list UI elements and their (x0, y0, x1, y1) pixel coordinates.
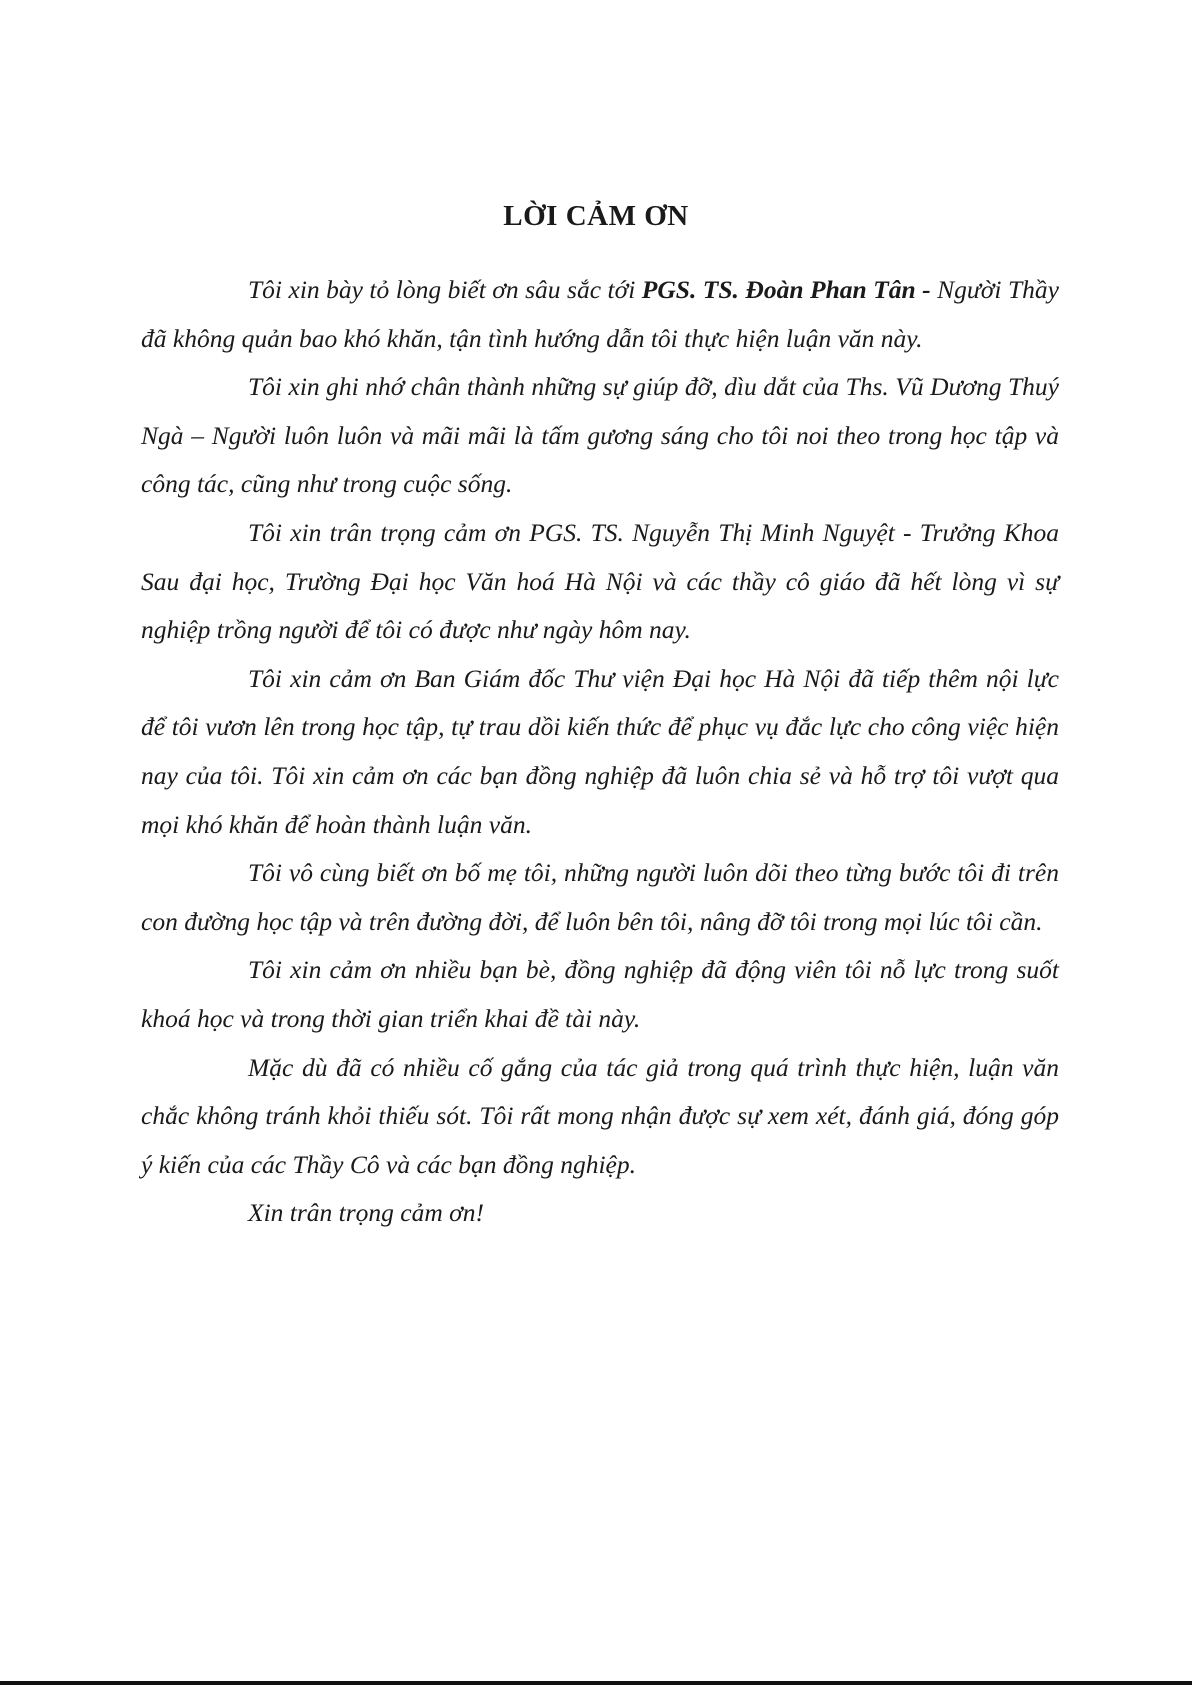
advisor-name: PGS. TS. Đoàn Phan Tân (641, 275, 916, 304)
closing-line: Xin trân trọng cảm ơn! (248, 1198, 485, 1228)
page-title: LỜI CẢM ƠN (503, 200, 689, 232)
paragraph-4: Tôi xin cảm ơn Ban Giám đốc Thư viện Đại học Hà Nội đã tiếp thêm nội lực để tôi vươn lên trong học tập, tự trau dồi kiến thức để phục vụ đắc lực cho công việc hiện nay của tôi. Tôi xin cảm ơn các bạn đồng nghiệp đã luôn chia sẻ và hỗ trợ tôi vượt qua mọi khó khăn để hoàn thành luận văn. (141, 663, 1059, 839)
paragraph-2: Tôi xin ghi nhớ chân thành những sự giúp đỡ, dìu dắt của Ths. Vũ Dương Thuý Ngà – Người luôn luôn và mãi mãi là tấm gương sáng cho tôi noi theo trong học tập và công tác, cũng như trong cuộc sống. (141, 372, 1059, 499)
paragraph-3: Tôi xin trân trọng cảm ơn PGS. TS. Nguyễn Thị Minh Nguyệt - Trưởng Khoa Sau đại học, Trường Đại học Văn hoá Hà Nội và các thầy cô giáo đã hết lòng vì sự nghiệp trồng người để tôi có được như ngày hôm nay. (141, 517, 1059, 645)
advisor-dash: - (915, 275, 931, 304)
paragraph-1-tail: Người Thầy đã không quản bao khó khăn, tận tình hướng dẫn tôi thực hiện luận văn này. (141, 275, 1059, 353)
paragraph-1 (141, 266, 1059, 363)
acknowledgement-body (141, 266, 1059, 1238)
paragraph-6: Tôi xin cảm ơn nhiều bạn bè, đồng nghiệp đã động viên tôi nỗ lực trong suốt khoá học và trong thời gian triển khai đề tài này. (141, 955, 1059, 1033)
page-bottom-edge (0, 1681, 1192, 1685)
paragraph-1-lead: Tôi xin bày tỏ lòng biết ơn sâu sắc tới (248, 275, 642, 304)
paragraph-5: Tôi vô cùng biết ơn bố mẹ tôi, những người luôn dõi theo từng bước tôi đi trên con đường học tập và trên đường đời, để luôn bên tôi, nâng đỡ tôi trong mọi lúc tôi cần. (141, 858, 1059, 936)
paragraph-7: Mặc dù đã có nhiều cố gắng của tác giả trong quá trình thực hiện, luận văn chắc không tránh khỏi thiếu sót. Tôi rất mong nhận được sự xem xét, đánh giá, đóng góp ý kiến của các Thầy Cô và các bạn đồng nghiệp. (141, 1052, 1059, 1179)
